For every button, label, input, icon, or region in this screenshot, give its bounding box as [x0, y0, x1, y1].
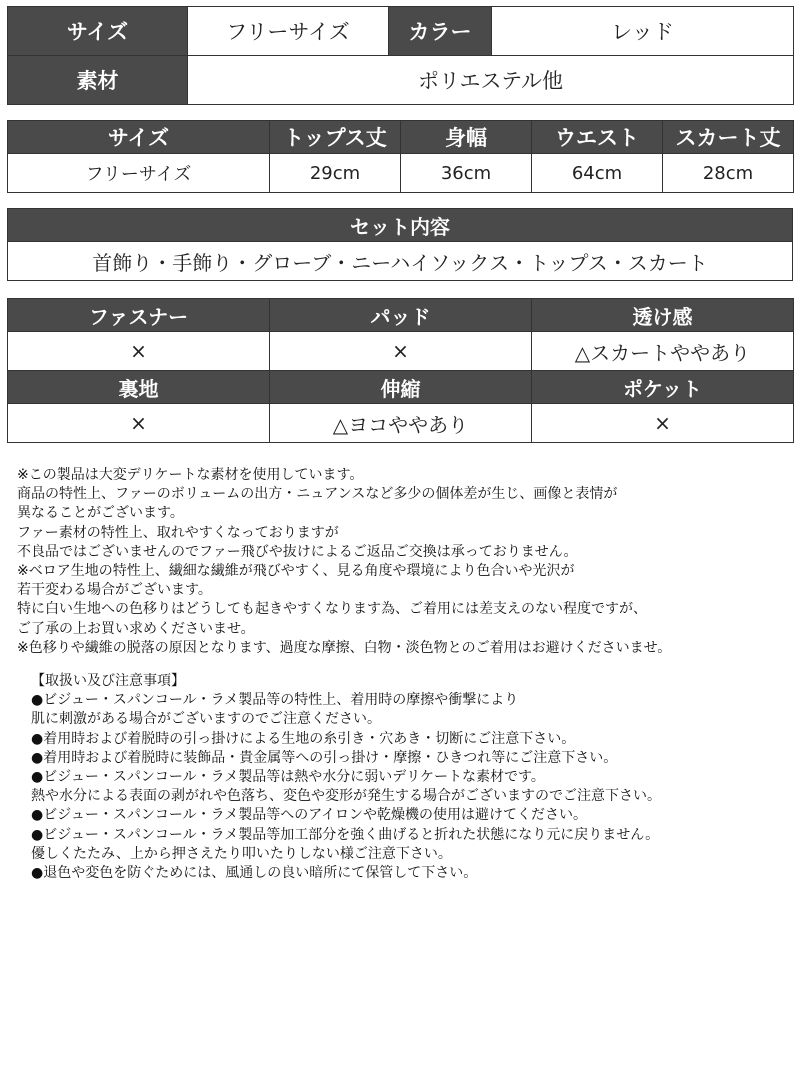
measurement-cell: フリーサイズ	[8, 154, 270, 193]
set-contents-table	[7, 208, 793, 281]
care-line: ●ビジュー・スパンコール・ラメ製品等へのアイロンや乾燥機の使用は避けてください。	[31, 807, 587, 824]
lining-label: 裏地	[8, 371, 270, 404]
size-value: フリーサイズ	[188, 7, 389, 56]
care-line: 優しくたたみ、上から押さえたり叩いたりしない様ご注意下さい。	[31, 845, 452, 862]
zipper-value: ×	[8, 332, 270, 371]
pocket-value: ×	[532, 404, 794, 443]
features-value-row-2	[8, 404, 794, 443]
measurement-header: 身幅	[401, 121, 532, 154]
material-value: ポリエステル他	[188, 56, 794, 105]
set-contents-label: セット内容	[8, 209, 793, 242]
features-header-row-2	[8, 371, 794, 404]
note-line: ※色移りや繊維の脱落の原因となります、過度な摩擦、白物・淡色物とのご着用はお避けくださいませ。	[17, 639, 672, 656]
care-heading: 【取扱い及び注意事項】	[31, 673, 185, 689]
set-value-row	[8, 242, 793, 281]
note-line: ファー素材の特性上、取れやすくなっておりますが	[17, 524, 339, 541]
pocket-label: ポケット	[532, 371, 794, 404]
care-line: 熱や水分による表面の剥がれや色落ち、変色や変形が発生する場合がございますのでご注意下さい。	[31, 788, 661, 805]
care-line: ●ビジュー・スパンコール・ラメ製品等は熱や水分に弱いデリケートな素材です。	[31, 769, 545, 786]
measurement-table	[7, 120, 794, 193]
spec-row-material	[8, 56, 794, 105]
features-value-row-1	[8, 332, 794, 371]
note-line: ※この製品は大変デリケートな素材を使用しています。	[17, 467, 364, 483]
color-label: カラー	[389, 7, 492, 56]
sheerness-value: △スカートややあり	[532, 332, 794, 371]
measurement-header: トップス丈	[270, 121, 401, 154]
features-header-row-1	[8, 299, 794, 332]
material-label: 素材	[8, 56, 188, 105]
note-line: 特に白い生地への色移りはどうしても起きやすくなります為、ご着用には差支えのない程度ですが、	[17, 601, 647, 618]
sheerness-label: 透け感	[532, 299, 794, 332]
measurement-cell: 29cm	[270, 154, 401, 193]
pad-label: パッド	[270, 299, 532, 332]
measurement-cell: 28cm	[663, 154, 794, 193]
stretch-value: △ヨコややあり	[270, 404, 532, 443]
measurement-cell: 64cm	[532, 154, 663, 193]
note-line: 商品の特性上、ファーのボリュームの出方・ニュアンスなど多少の個体差が生じ、画像と表情が	[17, 486, 618, 503]
note-line: ※ベロア生地の特性上、繊細な繊維が飛びやすく、見る角度や環境により色合いや光沢が	[17, 563, 575, 580]
measurement-header: サイズ	[8, 121, 270, 154]
product-notes	[17, 466, 792, 658]
care-line: ●退色や変色を防ぐためには、風通しの良い暗所にて保管して下さい。	[31, 865, 478, 882]
measurement-header: ウエスト	[532, 121, 663, 154]
measurement-cell: 36cm	[401, 154, 532, 193]
care-instructions	[31, 672, 791, 883]
measurement-header: スカート丈	[663, 121, 794, 154]
care-line: ●ビジュー・スパンコール・ラメ製品等の特性上、着用時の摩擦や衝撃により	[31, 692, 519, 709]
lining-value: ×	[8, 404, 270, 443]
spec-table	[7, 6, 794, 105]
measurement-header-row	[8, 121, 794, 154]
set-contents-value: 首飾り・手飾り・グローブ・ニーハイソックス・トップス・スカート	[8, 242, 793, 281]
note-line: 若干変わる場合がございます。	[17, 582, 212, 599]
pad-value: ×	[270, 332, 532, 371]
care-line: ●着用時および着脱時の引っ掛けによる生地の糸引き・穴あき・切断にご注意下さい。	[31, 730, 576, 747]
measurement-value-row	[8, 154, 794, 193]
features-table	[7, 298, 794, 443]
note-line: ご了承の上お買い求めくださいませ。	[17, 620, 255, 637]
stretch-label: 伸縮	[270, 371, 532, 404]
zipper-label: ファスナー	[8, 299, 270, 332]
set-header-row	[8, 209, 793, 242]
spec-row-size-color	[8, 7, 794, 56]
size-label: サイズ	[8, 7, 188, 56]
note-line: 異なることがございます。	[17, 505, 184, 522]
color-value: レッド	[492, 7, 794, 56]
care-line: 肌に刺激がある場合がございますのでご注意ください。	[31, 711, 381, 728]
care-line: ●ビジュー・スパンコール・ラメ製品等加工部分を強く曲げると折れた状態になり元に戻りません。	[31, 826, 660, 843]
care-line: ●着用時および着脱時に装飾品・貴金属等への引っ掛け・摩擦・ひきつれ等にご注意下さい。	[31, 749, 618, 766]
note-line: 不良品ではございませんのでファー飛びや抜けによるご返品ご交換は承っておりません。	[17, 543, 578, 560]
